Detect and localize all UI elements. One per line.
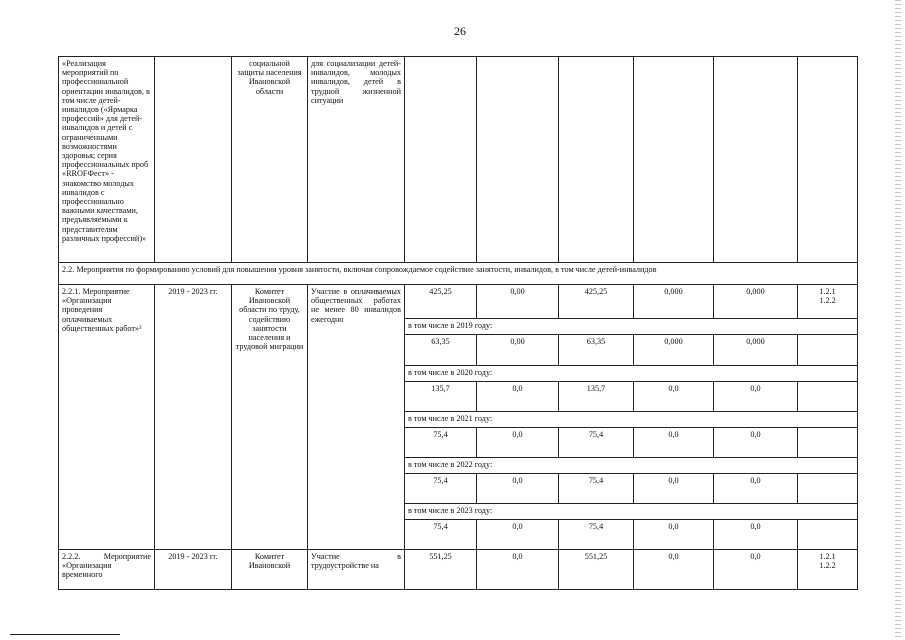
measure-period: 2019 - 2023 гг. <box>155 285 232 550</box>
indicator-cell: для социализации детей-инвалидов, молодых инвалидов, детей в трудной жизненной ситуации <box>308 57 405 263</box>
measure-indicator: Участие в оплачиваемых общественных работах не менее 80 инвалидов ежегодно <box>308 285 405 550</box>
section-heading: 2.2. Мероприятия по формированию условий для повышения уровня занятости, включая сопровождаемое содействие занятости, инвалидов, в том числе детей-инвалидов <box>59 263 858 285</box>
section-heading-row <box>59 263 858 285</box>
table-row: 2.2.2. Мероприятие «Организация временного 2019 - 2023 гг. Комитет Ивановской Участие в трудоустройстве на 551,25 0,0 551,25 0,0 0,0 1.2.1 1.2.2 <box>59 550 858 590</box>
page-number: 26 <box>454 24 466 38</box>
links-cell: 1.2.1 1.2.2 <box>798 550 858 590</box>
measure-name: 2.2.2. Мероприятие «Организация временного <box>59 550 155 590</box>
year-label-row: в том числе в 2019 году: <box>59 319 858 335</box>
measure-executor: Комитет Ивановской области по труду, содействию занятости населения и трудовой миграции <box>232 285 308 550</box>
executor-cell: социальной защиты населения Ивановской области <box>232 57 308 263</box>
table-row: 135,7 0,0 135,7 0,0 0,0 <box>59 382 858 412</box>
measure-description: «Реализация мероприятий по профессиональной ориентации инвалидов, в том числе детей-инвалидов («Ярмарка профессий» для детей-инвалидов и детей с ограниченными возможностями здоровья; серия профессиональных проб «RROFФест» - знакомство молодых инвалидов с профессионально важными качествами, предъявляемыми к представителям различных профессий)» <box>59 57 155 263</box>
table-row: 75,4 0,0 75,4 0,0 0,0 <box>59 428 858 458</box>
links-cell: 1.2.1 1.2.2 <box>798 285 858 319</box>
program-table <box>58 56 858 590</box>
table-row: 75,4 0,0 75,4 0,0 0,0 <box>59 474 858 504</box>
table-row: 63,35 0,00 63,35 0,000 0,000 <box>59 335 858 366</box>
scan-edge-artifact <box>895 0 901 640</box>
measure-period: 2019 - 2023 гг. <box>155 550 232 590</box>
table-row: 75,4 0,0 75,4 0,0 0,0 <box>59 520 858 550</box>
measure-name: 2.2.1. Мероприятие «Организация проведения оплачиваемых общественных работ»³ <box>59 285 155 550</box>
year-label-row: в том числе в 2023 году: <box>59 504 858 520</box>
year-label-row: в том числе в 2020 году: <box>59 366 858 382</box>
footnote-separator <box>10 634 120 635</box>
measure-executor: Комитет Ивановской <box>232 550 308 590</box>
table-row: 2.2.1. Мероприятие «Организация проведения оплачиваемых общественных работ»³ 2019 - 2023 гг. Комитет Ивановской области по труду, содействию занятости населения и трудовой миграции Участие в оплачиваемых общественных работах не менее 80 инвалидов ежегодно 425,25 0,00 425,25 0,000 0,000 1.2.1 1.2.2 <box>59 285 858 319</box>
year-label-row: в том числе в 2021 году: <box>59 412 858 428</box>
continuation-row <box>59 57 858 263</box>
measure-indicator: Участие в трудоустройстве на <box>308 550 405 590</box>
year-label-row: в том числе в 2022 году: <box>59 458 858 474</box>
